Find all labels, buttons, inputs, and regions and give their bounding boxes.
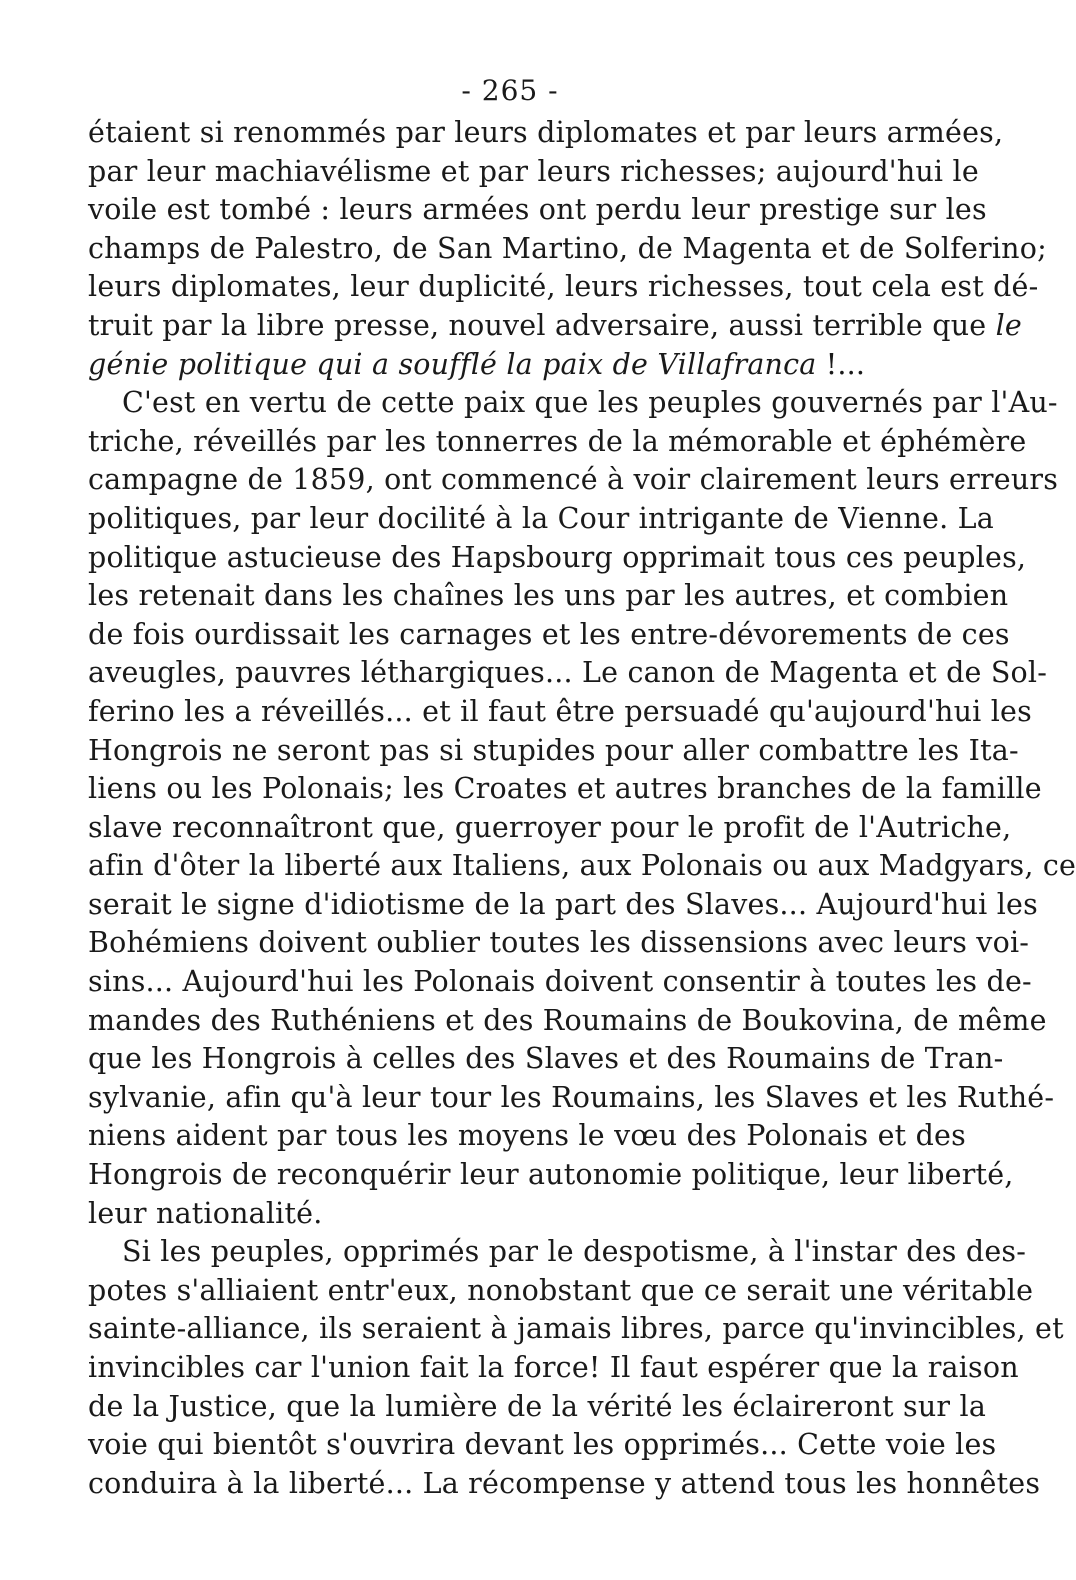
text-line [88, 1079, 1055, 1118]
line-text: politiques, par leur docilité à la Cour intrigante de Vienne. La [88, 501, 994, 535]
text-line [88, 1349, 1019, 1388]
line-text: potes s'alliaient entr'eux, nonobstant que ce serait une véritable [88, 1273, 1034, 1307]
line-text: afin d'ôter la liberté aux Italiens, aux Polonais ou aux Madgyars, ce [88, 849, 1076, 883]
line-text: politique astucieuse des Hapsbourg opprimait tous ces peuples, [88, 540, 1027, 574]
text-line [88, 1465, 1041, 1504]
line-text: !... [825, 347, 866, 381]
line-text: mandes des Ruthéniens et des Roumains de Boukovina, de même [88, 1003, 1047, 1037]
text-line [88, 1117, 966, 1156]
line-text: leurs diplomates, leur duplicité, leurs richesses, tout cela est dé- [88, 270, 1039, 304]
text-line [88, 423, 1027, 462]
line-text: par leur machiavélisme et par leurs richesses; aujourd'hui le [88, 154, 979, 188]
line-text: sainte-alliance, ils seraient à jamais libres, parce qu'invincibles, et [88, 1312, 1064, 1346]
text-line [88, 346, 906, 385]
text-line [88, 500, 994, 539]
text-line [88, 539, 1027, 578]
line-text: invincibles car l'union fait la force! Il faut espérer que la raison [88, 1351, 1019, 1384]
page-number: - 265 - [461, 74, 559, 107]
text-line [88, 577, 1009, 616]
text-line [88, 307, 1022, 346]
text-line [88, 268, 1039, 307]
text-line [88, 886, 1038, 925]
text-line [88, 1156, 1014, 1195]
line-text: sylvanie, afin qu'à leur tour les Roumains, les Slaves et les Ruthé- [88, 1080, 1055, 1114]
line-text: étaient si renommés par leurs diplomates et par leurs armées, [88, 116, 1004, 149]
line-text: Bohémiens doivent oublier toutes les dissensions avec leurs voi- [88, 926, 1030, 960]
line-text: conduira à la liberté... La récompense y attend tous les honnêtes [88, 1466, 1041, 1500]
text-line [88, 1310, 1064, 1349]
text-line [88, 1040, 1004, 1079]
text-line [88, 1233, 1027, 1272]
line-text: que les Hongrois à celles des Slaves et des Roumains de Tran- [88, 1042, 1004, 1076]
text-line [88, 153, 979, 192]
line-text: de fois ourdissait les carnages et les entre-dévorements de ces [88, 617, 1010, 651]
text-line [88, 1195, 906, 1234]
text-line [88, 191, 987, 230]
line-text: voile est tombé : leurs armées ont perdu leur prestige sur les [88, 193, 987, 227]
text-line [88, 384, 1058, 423]
line-text: slave reconnaîtront que, guerroyer pour le profit de l'Autriche, [88, 810, 1012, 844]
text-line [88, 963, 1032, 1002]
text-line [88, 1388, 987, 1427]
text-line [88, 1002, 1047, 1041]
line-text: voie qui bientôt s'ouvrira devant les opprimés... Cette voie les [88, 1428, 997, 1462]
body-text [88, 114, 1076, 1503]
text-line [88, 654, 1048, 693]
line-text: ferino les a réveillés... et il faut être persuadé qu'aujourd'hui les [88, 694, 1032, 728]
line-text: truit par la libre presse, nouvel adversaire, aussi terrible que [88, 308, 987, 342]
line-text: champs de Palestro, de San Martino, de Magenta et de Solferino; [88, 231, 1047, 265]
line-text: Si les peuples, opprimés par le despotisme, à l'instar des des- [122, 1235, 1027, 1269]
text-line [88, 732, 1019, 771]
text-line [88, 770, 1042, 809]
line-text: C'est en vertu de cette paix que les peuples gouvernés par l'Au- [122, 386, 1058, 420]
text-line [88, 1272, 1034, 1311]
line-text: serait le signe d'idiotisme de la part des Slaves... Aujourd'hui les [88, 887, 1038, 921]
line-text: aveugles, pauvres léthargiques... Le canon de Magenta et de Sol- [88, 656, 1048, 690]
italic-phrase: génie politique qui a soufflé la paix de Villafranca [88, 347, 817, 381]
line-text: niens aident par tous les moyens le vœu des Polonais et des [88, 1119, 966, 1153]
line-text: Hongrois ne seront pas si stupides pour aller combattre les Ita- [88, 733, 1019, 767]
text-line [88, 847, 1076, 886]
text-line [88, 230, 1047, 269]
line-text: campagne de 1859, ont commencé à voir clairement leurs erreurs [88, 463, 1059, 497]
italic-phrase: le [995, 308, 1022, 342]
text-line [88, 1426, 997, 1465]
line-text: liens ou les Polonais; les Croates et autres branches de la famille [88, 772, 1042, 806]
line-text: sins... Aujourd'hui les Polonais doivent consentir à toutes les de- [88, 965, 1032, 999]
line-text: triche, réveillés par les tonnerres de la mémorable et éphémère [88, 424, 1027, 458]
line-text: Hongrois de reconquérir leur autonomie politique, leur liberté, [88, 1158, 1014, 1192]
text-line [88, 461, 1059, 500]
text-line [88, 809, 1012, 848]
line-text: de la Justice, que la lumière de la vérité les éclaireront sur la [88, 1389, 987, 1423]
line-text: les retenait dans les chaînes les uns par les autres, et combien [88, 579, 1009, 613]
line-text: leur nationalité. [88, 1196, 323, 1230]
text-line [88, 924, 1030, 963]
text-line [88, 114, 1004, 153]
text-line [88, 693, 1032, 732]
text-line [88, 616, 1010, 655]
